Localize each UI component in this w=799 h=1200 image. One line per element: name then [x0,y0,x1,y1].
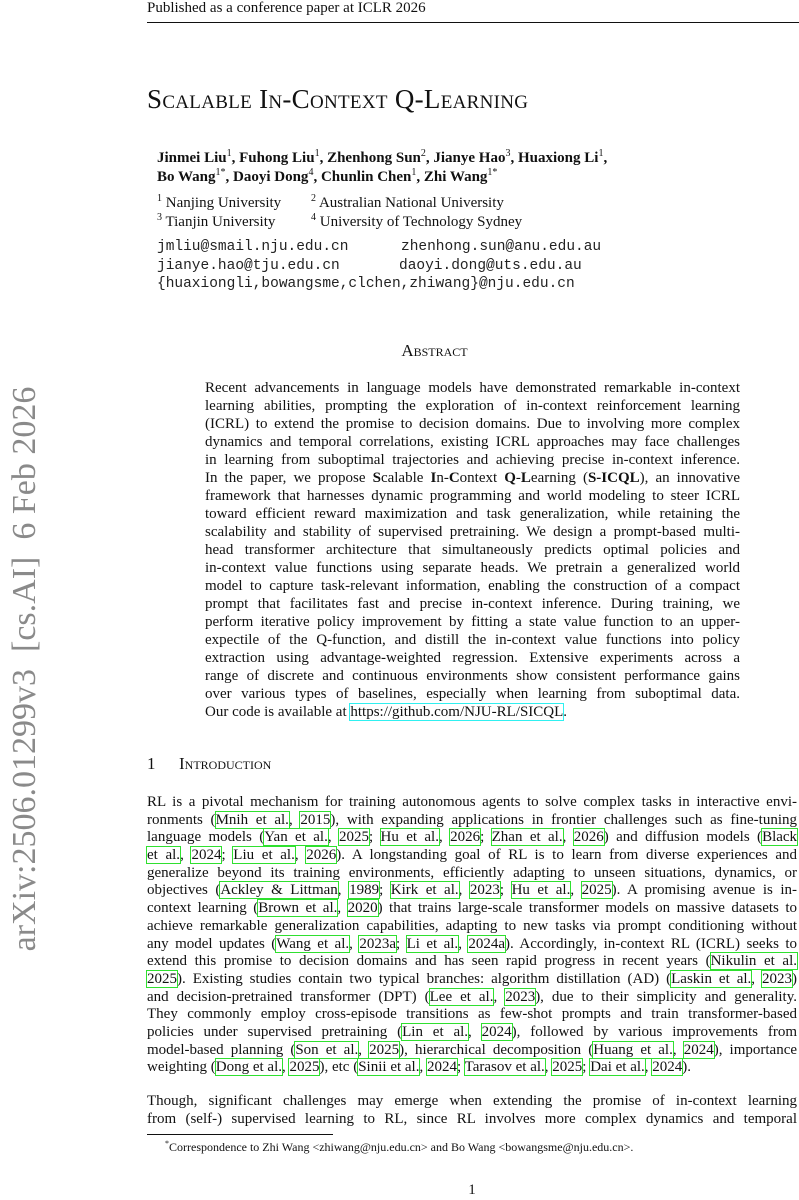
text: model to capture task-relevant information, enabling the construction of a compact [205,578,740,594]
citation-link[interactable]: 2026 [573,829,604,846]
author-name: Fuhong Liu [239,150,315,166]
section-title: Introduction [179,754,272,773]
page-number: 1 [468,1182,476,1198]
text: any model updates ( [147,935,277,952]
citation-link[interactable]: Mnih et al. [215,811,289,828]
text: ) [792,970,797,987]
text-line [205,649,740,667]
text: ; [379,882,391,899]
author-affiliation-mark: 1* [487,167,498,178]
affiliation-mark: 4 [311,212,316,223]
text-line [205,487,740,505]
text: , [337,882,350,899]
text-line [205,667,740,685]
text: scalability and stability of supervised pretraining. We design a prompt-based multi- [205,524,740,540]
text: , [468,1023,482,1040]
text: ). Accordingly, in-context RL (ICRL) seeks to [505,935,798,952]
citation-link[interactable]: 2023 [762,970,792,987]
text: ), an innovative [639,470,740,486]
author-affiliation-mark: 3 [505,148,511,159]
text: dynamics and temporal correlations, existing ICRL approaches may face challenges [205,434,740,450]
text: ). Existing studies contain two typical branches: algorithm distillation (AD) ( [177,970,672,987]
citation-link[interactable]: 2025 [581,882,612,899]
text-line [147,1111,797,1129]
introduction-paragraph-1 [147,794,797,1077]
text: ; [395,935,407,952]
separator: , [225,169,233,185]
text-line [147,865,797,883]
running-header: Published as a conference paper at ICLR 2026 [147,0,426,16]
text: head transformer architecture that simultaneously predicts optimal policies and [205,542,740,558]
text-line [205,469,740,487]
text: weighting ( [147,1059,216,1076]
text: ; [368,829,381,846]
citation-link[interactable]: 2020 [347,900,378,917]
text: policies under supervised pretraining ( [147,1023,403,1040]
text: ). [682,1059,692,1076]
author-line-1 [157,148,607,167]
text: objectives ( [147,882,221,899]
citation-link[interactable]: 2026 [306,847,337,864]
citation-link[interactable]: Brown et al. [258,900,338,917]
text: ) that trains large-scale transformer models on massive datasets to [377,900,797,917]
text: ; [221,847,234,864]
text: prompt that facilitates fast and precise in-context inference. During training, we [205,596,740,612]
text: ), with expanding applications in frontier challenges such as fine-tuning [330,811,797,828]
text: toward efficient reward maximization and task generalization, while retaining the [205,506,740,522]
text: ), importance [713,1041,798,1058]
citation-link[interactable]: 2024 [426,1059,457,1076]
text: expectile of the Q-function, and distill the in-context value functions into policy [205,632,740,648]
affiliation-name: University of Technology Sydney [319,214,523,230]
introduction-paragraph-2 [147,1093,797,1128]
text: , [358,1041,370,1058]
citation-link[interactable]: Zhan et al. [491,829,563,846]
text: extend this promise to decision domains and has seen rapid progress in recent years ( [147,953,711,970]
text-line [147,882,797,900]
text: , [180,847,192,864]
author-affiliation-mark: 1* [215,167,226,178]
text-line [205,451,740,469]
citation-link[interactable]: Wang et al. [276,935,350,952]
text: ; [480,829,492,846]
citation-link[interactable]: Lin et al. [402,1023,469,1040]
citation-link[interactable]: 2026 [450,829,481,846]
bold-text: S-ICQL [587,470,640,486]
citation-link[interactable]: Son et al. [295,1041,359,1058]
citation-link[interactable]: 2023 [505,988,536,1005]
text: ) and diffusion models ( [603,829,763,846]
text-line [205,559,740,577]
citation-link[interactable]: 2024 [683,1041,714,1058]
affiliation [157,212,275,231]
author-name: Zhenhong Sun [327,150,421,166]
text-line [205,595,740,613]
footnote-divider [147,1134,333,1135]
text-line [205,685,740,703]
text: , [458,882,470,899]
text: perform iterative policy improvement by fitting a state value function to an upper- [205,614,740,630]
separator: , [416,169,424,185]
affiliation [311,193,504,212]
text: learning abilities, prompting the exploration of in-context reinforcement learning [205,398,740,414]
affiliation-mark: 2 [311,193,316,204]
citation-link[interactable]: 2025 [289,1059,320,1076]
footnote [165,1139,633,1155]
text-line [147,847,797,865]
footnote-mark: * [165,1139,169,1148]
text-line [147,900,797,918]
citation-link[interactable]: 2024 [652,1059,683,1076]
text: , [644,1059,653,1076]
citation-link[interactable]: Dai et al. [590,1059,645,1076]
text: n- [436,470,449,486]
text: ; [582,1059,591,1076]
citation-link[interactable]: Ackley & Littman [220,882,338,899]
text-line [147,918,797,936]
text-line [205,433,740,451]
text: context learning ( [147,900,259,917]
text: ; [499,882,512,899]
arxiv-identifier-stamp: arXiv:2506.01299v3 [cs.AI] 6 Feb 2026 [6,386,43,952]
abstract-heading: Abstract [401,341,468,360]
author-name: Zhi Wang [423,169,488,185]
text: from (self-) supervised learning to RL, since RL involves more complex dynamics and temporal [147,1110,797,1127]
text: , [493,988,506,1005]
citation-link[interactable]: 2025 [552,1059,583,1076]
text: ontext [459,470,505,486]
author-affiliation-mark: 2 [420,148,426,159]
text: , [751,970,762,987]
text: , [544,1059,553,1076]
text-line [205,703,740,721]
citation-link[interactable]: 2025 [338,829,369,846]
footnote-text: Correspondence to Zhi Wang <zhiwang@nju.edu.cn> and Bo Wang <bowangsme@nju.edu.cn>. [169,1140,634,1154]
email: daoyi.dong@uts.edu.au [399,258,582,274]
bold-text: Q [504,470,516,486]
text: over various types of baselines, especially when learning from suboptimal data. [205,686,740,702]
author-affiliation-mark: 1 [314,148,320,159]
separator: , [231,150,240,166]
text-line [205,613,740,631]
text: ). A promising avenue is in- [611,882,798,899]
text-line [205,541,740,559]
author-name: Daoyi Dong [233,169,309,185]
citation-link[interactable]: 1989 [349,882,380,899]
text: ), followed by various improvements from [511,1023,798,1040]
text: in learning from suboptimal trajectories and achieving precise in-context inference. [205,452,740,468]
header-divider [147,22,799,23]
author-line-2 [157,167,497,186]
text-line [147,794,797,812]
text: , [288,811,301,828]
text-line [147,829,797,847]
text: , [458,935,469,952]
text-line [147,1042,797,1060]
citation-link[interactable]: 2023 [469,882,500,899]
citation-link[interactable]: Hu et al. [380,829,439,846]
citation-link[interactable]: Nikulin et al. [710,953,797,970]
citation-link[interactable]: 2024 [191,847,222,864]
text-line [205,379,740,397]
section-number: 1 [147,754,156,773]
text: They commonly employ cross-episode transitions as few-shot prompts and train transformer-based [147,1006,797,1023]
text: RL is a pivotal mechanism for training autonomous agents to solve complex tasks in interactive envi- [147,794,797,810]
text-line [205,415,740,433]
author-name: Chunlin Chen [320,169,412,185]
text: ; [456,1059,465,1076]
author-affiliation-mark: 4 [308,167,314,178]
text: and decision-pretrained transformer (DPT) ( [147,988,430,1005]
text-line [147,812,797,830]
text: ), hierarchical decomposition ( [399,1041,594,1058]
text-line [147,989,797,1007]
text-line [205,523,740,541]
email: jianye.hao@tju.edu.cn [157,258,340,274]
text: , [337,900,348,917]
bold-text: L [520,470,531,486]
separator: , [313,169,321,185]
code-repository-link[interactable]: https://github.com/NJU-RL/SICQL [350,704,564,720]
text: framework that harnesses dynamic programming and world modeling to steer ICRL [205,488,740,504]
text: , [327,829,339,846]
text: , [294,847,307,864]
text-line [205,577,740,595]
text: Recent advancements in language models have demonstrated remarkable in-context [205,380,740,396]
citation-link[interactable]: 2015 [300,811,331,828]
citation-link[interactable]: 2024 [481,1023,512,1040]
text: range of discrete and continuous environments show consistent performance gains [205,668,740,684]
author-name: Jinmei Liu [157,150,227,166]
affiliation-mark: 3 [157,212,162,223]
email: zhenhong.sun@anu.edu.au [401,239,602,255]
text-line [205,631,740,649]
text: achieve remarkable generalization capabilities, adapting to new tasks via prompt conditioning without [147,917,797,934]
text: , [672,1041,684,1058]
text: , [419,1059,427,1076]
author-affiliation-mark: 1 [411,167,417,178]
text-line [205,505,740,523]
text: ronments ( [147,811,216,828]
affiliation-name: Tianjin University [165,214,276,230]
email: jmliu@smail.nju.edu.cn [157,239,349,255]
affiliation [157,193,281,212]
author-name: Huaxiong Li [517,150,599,166]
text: generalize beyond its training environments, efficiently adapting to unseen situations, dynamics, or [147,864,797,881]
text: Our code is available at [205,704,351,720]
paper-title: Scalable In-Context Q-Learning [147,84,529,114]
citation-link[interactable]: Yan et al. [264,829,328,846]
separator: , [510,150,518,166]
author-affiliation-mark: 1 [226,148,232,159]
citation-link[interactable]: Sinii et al. [358,1059,420,1076]
citation-link[interactable]: Dong et al. [215,1059,282,1076]
abstract-body [205,379,740,721]
text: Though, significant challenges may emerge when extending the promise of in-context learning [147,1093,797,1109]
citation-link[interactable]: Black [762,829,798,846]
separator: , [319,150,328,166]
text-line [147,936,797,954]
citation-link[interactable]: Kirk et al. [390,882,459,899]
text-line [147,1024,797,1042]
citation-link[interactable]: Lee et al. [429,988,494,1005]
text: language models ( [147,829,265,846]
text: model-based planning ( [147,1041,296,1058]
text: ), etc ( [319,1059,359,1076]
text: extraction using advantage-weighted regression. Extensive experiments across a [205,650,740,666]
citation-link[interactable]: Liu et al. [233,847,295,864]
text: , [570,882,582,899]
affiliation [311,212,522,231]
bold-text: I [430,470,437,486]
text: ), due to their simplicity and generality. [535,988,797,1005]
text: , [349,935,360,952]
citation-link[interactable]: 2025 [147,970,177,987]
text: ). A longstanding goal of RL is to learn from diverse experiences and [336,847,798,864]
text-line [147,1093,797,1111]
author-affiliation-mark: 1 [598,148,604,159]
text-line [147,953,797,971]
citation-link[interactable]: 2023a [359,935,396,952]
text: in-context value functions using separate heads. We pretrain a generalized world [205,560,740,576]
text: , [438,829,451,846]
citation-link[interactable]: Laskin et al. [671,970,752,987]
text-line [205,397,740,415]
affiliation-mark: 1 [157,193,162,204]
text: In the paper, we propose [205,470,373,486]
section-heading-introduction [147,754,271,774]
text: calable [380,470,431,486]
separator: , [425,150,434,166]
separator: , [603,150,608,166]
email-group: {huaxiongli,bowangsme,clchen,zhiwang}@nju.edu.cn [157,276,575,292]
citation-link[interactable]: Hu et al. [511,882,571,899]
affiliation-name: Nanjing University [165,195,282,211]
citation-link[interactable]: 2024a [468,935,506,952]
text: , [562,829,574,846]
text-line [147,1006,797,1024]
author-name: Jianye Hao [433,150,506,166]
bold-text: S [372,470,381,486]
affiliation-name: Australian National University [318,195,504,211]
text-line [147,971,797,989]
text-line [147,1059,797,1077]
author-name: Bo Wang [157,169,216,185]
citation-link[interactable]: Li et al. [406,935,459,952]
bold-text: C [448,470,460,486]
text: . [563,704,568,720]
text: earning ( [530,470,588,486]
citation-link[interactable]: Huang et al. [593,1041,673,1058]
citation-link[interactable]: Tarasov et al. [464,1059,545,1076]
text: (ICRL) to extend the promise to decision domains. Due to involving more complex [205,416,740,432]
citation-link[interactable]: et al. [147,847,181,864]
citation-link[interactable]: 2025 [369,1041,400,1058]
text: , [281,1059,290,1076]
text: - [515,470,521,486]
